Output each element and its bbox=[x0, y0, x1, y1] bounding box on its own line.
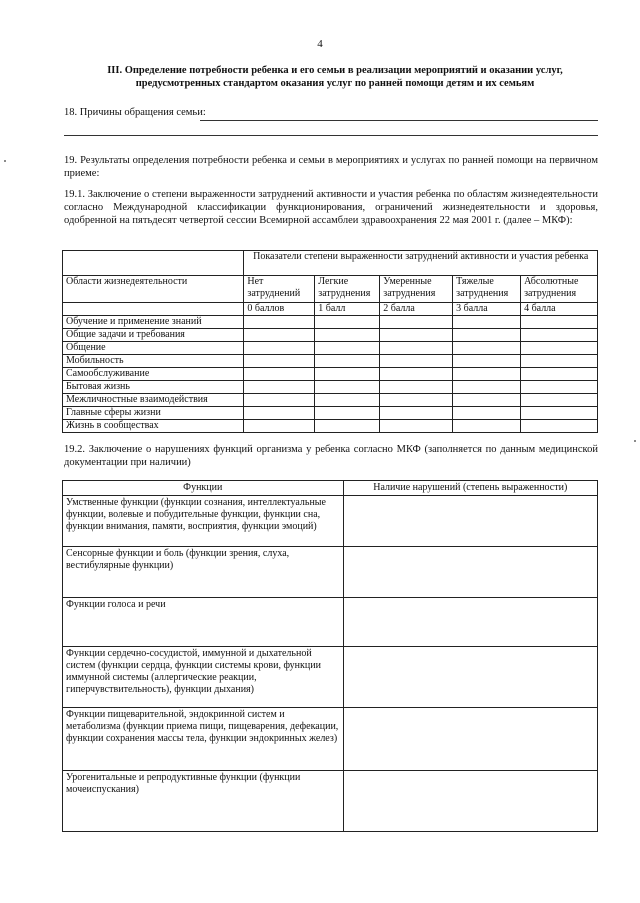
severity-cell[interactable] bbox=[343, 598, 597, 647]
score-cell: 4 балла bbox=[521, 303, 598, 316]
rating-cell[interactable] bbox=[453, 316, 521, 329]
rating-cell[interactable] bbox=[244, 420, 315, 433]
table-row bbox=[63, 647, 598, 708]
table-row bbox=[63, 381, 598, 394]
page-number: 4 bbox=[317, 38, 323, 50]
table-row bbox=[63, 329, 598, 342]
severity-cell[interactable] bbox=[343, 771, 597, 832]
rating-cell[interactable] bbox=[380, 394, 453, 407]
col-header: Нет затруднений bbox=[244, 276, 315, 303]
rating-cell[interactable] bbox=[453, 381, 521, 394]
severity-cell[interactable] bbox=[343, 647, 597, 708]
rating-cell[interactable] bbox=[244, 407, 315, 420]
function-name: Умственные функции (функции сознания, интеллектуальные функции, волевые и побудительные функции, функции сна, функции внимания, памяти, восприятия, функции эмоций) bbox=[63, 496, 344, 547]
table-row bbox=[63, 316, 598, 329]
rating-cell[interactable] bbox=[521, 407, 598, 420]
area-name: Общие задачи и требования bbox=[63, 329, 244, 342]
rating-cell[interactable] bbox=[315, 355, 380, 368]
score-cell: 1 балл bbox=[315, 303, 380, 316]
rating-cell[interactable] bbox=[453, 394, 521, 407]
severity-cell[interactable] bbox=[343, 496, 597, 547]
area-header: Области жизнедеятельности bbox=[63, 276, 244, 303]
rating-cell[interactable] bbox=[380, 368, 453, 381]
rating-cell[interactable] bbox=[521, 355, 598, 368]
table-row bbox=[63, 368, 598, 381]
rating-cell[interactable] bbox=[315, 394, 380, 407]
rating-cell[interactable] bbox=[380, 355, 453, 368]
rating-cell[interactable] bbox=[521, 381, 598, 394]
col-header: Умеренные затруднения bbox=[380, 276, 453, 303]
functions-table bbox=[62, 480, 598, 832]
rating-cell[interactable] bbox=[453, 407, 521, 420]
severity-cell[interactable] bbox=[343, 547, 597, 598]
table-row bbox=[63, 420, 598, 433]
rating-cell[interactable] bbox=[521, 420, 598, 433]
area-name: Самообслуживание bbox=[63, 368, 244, 381]
rating-cell[interactable] bbox=[521, 368, 598, 381]
function-name: Урогенитальные и репродуктивные функции (функции мочеиспускания) bbox=[63, 771, 344, 832]
rating-cell[interactable] bbox=[315, 368, 380, 381]
table-row bbox=[63, 598, 598, 647]
rating-cell[interactable] bbox=[315, 329, 380, 342]
table-row bbox=[63, 496, 598, 547]
score-cell: 3 балла bbox=[453, 303, 521, 316]
rating-cell[interactable] bbox=[244, 355, 315, 368]
table-row bbox=[63, 547, 598, 598]
table-row bbox=[63, 355, 598, 368]
rating-cell[interactable] bbox=[244, 368, 315, 381]
q18-label: 18. Причины обращения семьи: bbox=[64, 107, 206, 118]
rating-cell[interactable] bbox=[315, 407, 380, 420]
section-heading: III. Определение потребности ребенка и его семьи в реализации мероприятий и оказании услуг, предусмотренных стандартом оказания услуг по ранней помощи детям и их семьям bbox=[107, 65, 563, 89]
rating-cell[interactable] bbox=[315, 420, 380, 433]
rating-cell[interactable] bbox=[380, 316, 453, 329]
q19-2-text: 19.2. Заключение о нарушениях функций организма у ребенка согласно МКФ (заполняется по данным медицинской документации при наличии) bbox=[64, 444, 598, 468]
q19-text: 19. Результаты определения потребности ребенка и семьи в мероприятиях и услугах по ранней помощи на первичном приеме: bbox=[64, 155, 598, 179]
table-row bbox=[63, 342, 598, 355]
rating-cell[interactable] bbox=[380, 342, 453, 355]
rating-cell[interactable] bbox=[521, 329, 598, 342]
score-label-cell bbox=[63, 303, 244, 316]
area-name: Обучение и применение знаний bbox=[63, 316, 244, 329]
area-name: Главные сферы жизни bbox=[63, 407, 244, 420]
area-name: Бытовая жизнь bbox=[63, 381, 244, 394]
area-name: Мобильность bbox=[63, 355, 244, 368]
rating-cell[interactable] bbox=[521, 316, 598, 329]
severity-cell[interactable] bbox=[343, 708, 597, 771]
rating-cell[interactable] bbox=[380, 329, 453, 342]
table-row bbox=[63, 771, 598, 832]
table-row bbox=[63, 708, 598, 771]
rating-cell[interactable] bbox=[521, 342, 598, 355]
group-header: Показатели степени выраженности затруднений активности и участия ребенка bbox=[244, 251, 598, 276]
score-cell: 0 баллов bbox=[244, 303, 315, 316]
rating-cell[interactable] bbox=[244, 342, 315, 355]
rating-cell[interactable] bbox=[453, 329, 521, 342]
rating-cell[interactable] bbox=[315, 381, 380, 394]
rating-cell[interactable] bbox=[244, 316, 315, 329]
rating-cell[interactable] bbox=[380, 420, 453, 433]
col-header: Тяжелые затруднения bbox=[453, 276, 521, 303]
activity-table bbox=[62, 250, 598, 433]
q19-1-text: 19.1. Заключение о степени выраженности затруднений активности и участия ребенка по областям жизнедеятельности согласно Международной классификации функционирования, ограничений жизнедеятельности и здоровья, одобренной на пятьдесят четвертой сессии Всемирной ассамблеи здравоохранения 22 мая 2001 г. (далее – МКФ): bbox=[64, 189, 598, 226]
function-name: Функции голоса и речи bbox=[63, 598, 344, 647]
table-row bbox=[63, 394, 598, 407]
function-name: Сенсорные функции и боль (функции зрения, слуха, вестибулярные функции) bbox=[63, 547, 344, 598]
rating-cell[interactable] bbox=[244, 381, 315, 394]
functions-header: Функции bbox=[63, 481, 344, 496]
scan-speck bbox=[634, 440, 636, 442]
area-name: Межличностные взаимодействия bbox=[63, 394, 244, 407]
empty-corner-cell bbox=[63, 251, 244, 276]
rating-cell[interactable] bbox=[380, 381, 453, 394]
rating-cell[interactable] bbox=[453, 368, 521, 381]
severity-header: Наличие нарушений (степень выраженности) bbox=[343, 481, 597, 496]
rating-cell[interactable] bbox=[453, 420, 521, 433]
rating-cell[interactable] bbox=[244, 394, 315, 407]
rating-cell[interactable] bbox=[453, 342, 521, 355]
area-name: Общение bbox=[63, 342, 244, 355]
answer-line-1 bbox=[200, 120, 598, 121]
score-cell: 2 балла bbox=[380, 303, 453, 316]
rating-cell[interactable] bbox=[380, 407, 453, 420]
rating-cell[interactable] bbox=[521, 394, 598, 407]
rating-cell[interactable] bbox=[315, 316, 380, 329]
area-name: Жизнь в сообществах bbox=[63, 420, 244, 433]
col-header: Легкие затруднения bbox=[315, 276, 380, 303]
scan-speck bbox=[4, 160, 6, 162]
rating-cell[interactable] bbox=[453, 355, 521, 368]
function-name: Функции сердечно-сосудистой, иммунной и дыхательной систем (функции сердца, функции системы крови, функции иммунной системы (аллергические реакции, гиперчувствительность), функции дыхания) bbox=[63, 647, 344, 708]
answer-line-2 bbox=[64, 135, 598, 136]
rating-cell[interactable] bbox=[244, 329, 315, 342]
col-header: Абсолютные затруднения bbox=[521, 276, 598, 303]
rating-cell[interactable] bbox=[315, 342, 380, 355]
function-name: Функции пищеварительной, эндокринной систем и метаболизма (функции приема пищи, пищеварения, дефекации, функции сохранения массы тела, функции эндокринных желез) bbox=[63, 708, 344, 771]
table-row bbox=[63, 407, 598, 420]
